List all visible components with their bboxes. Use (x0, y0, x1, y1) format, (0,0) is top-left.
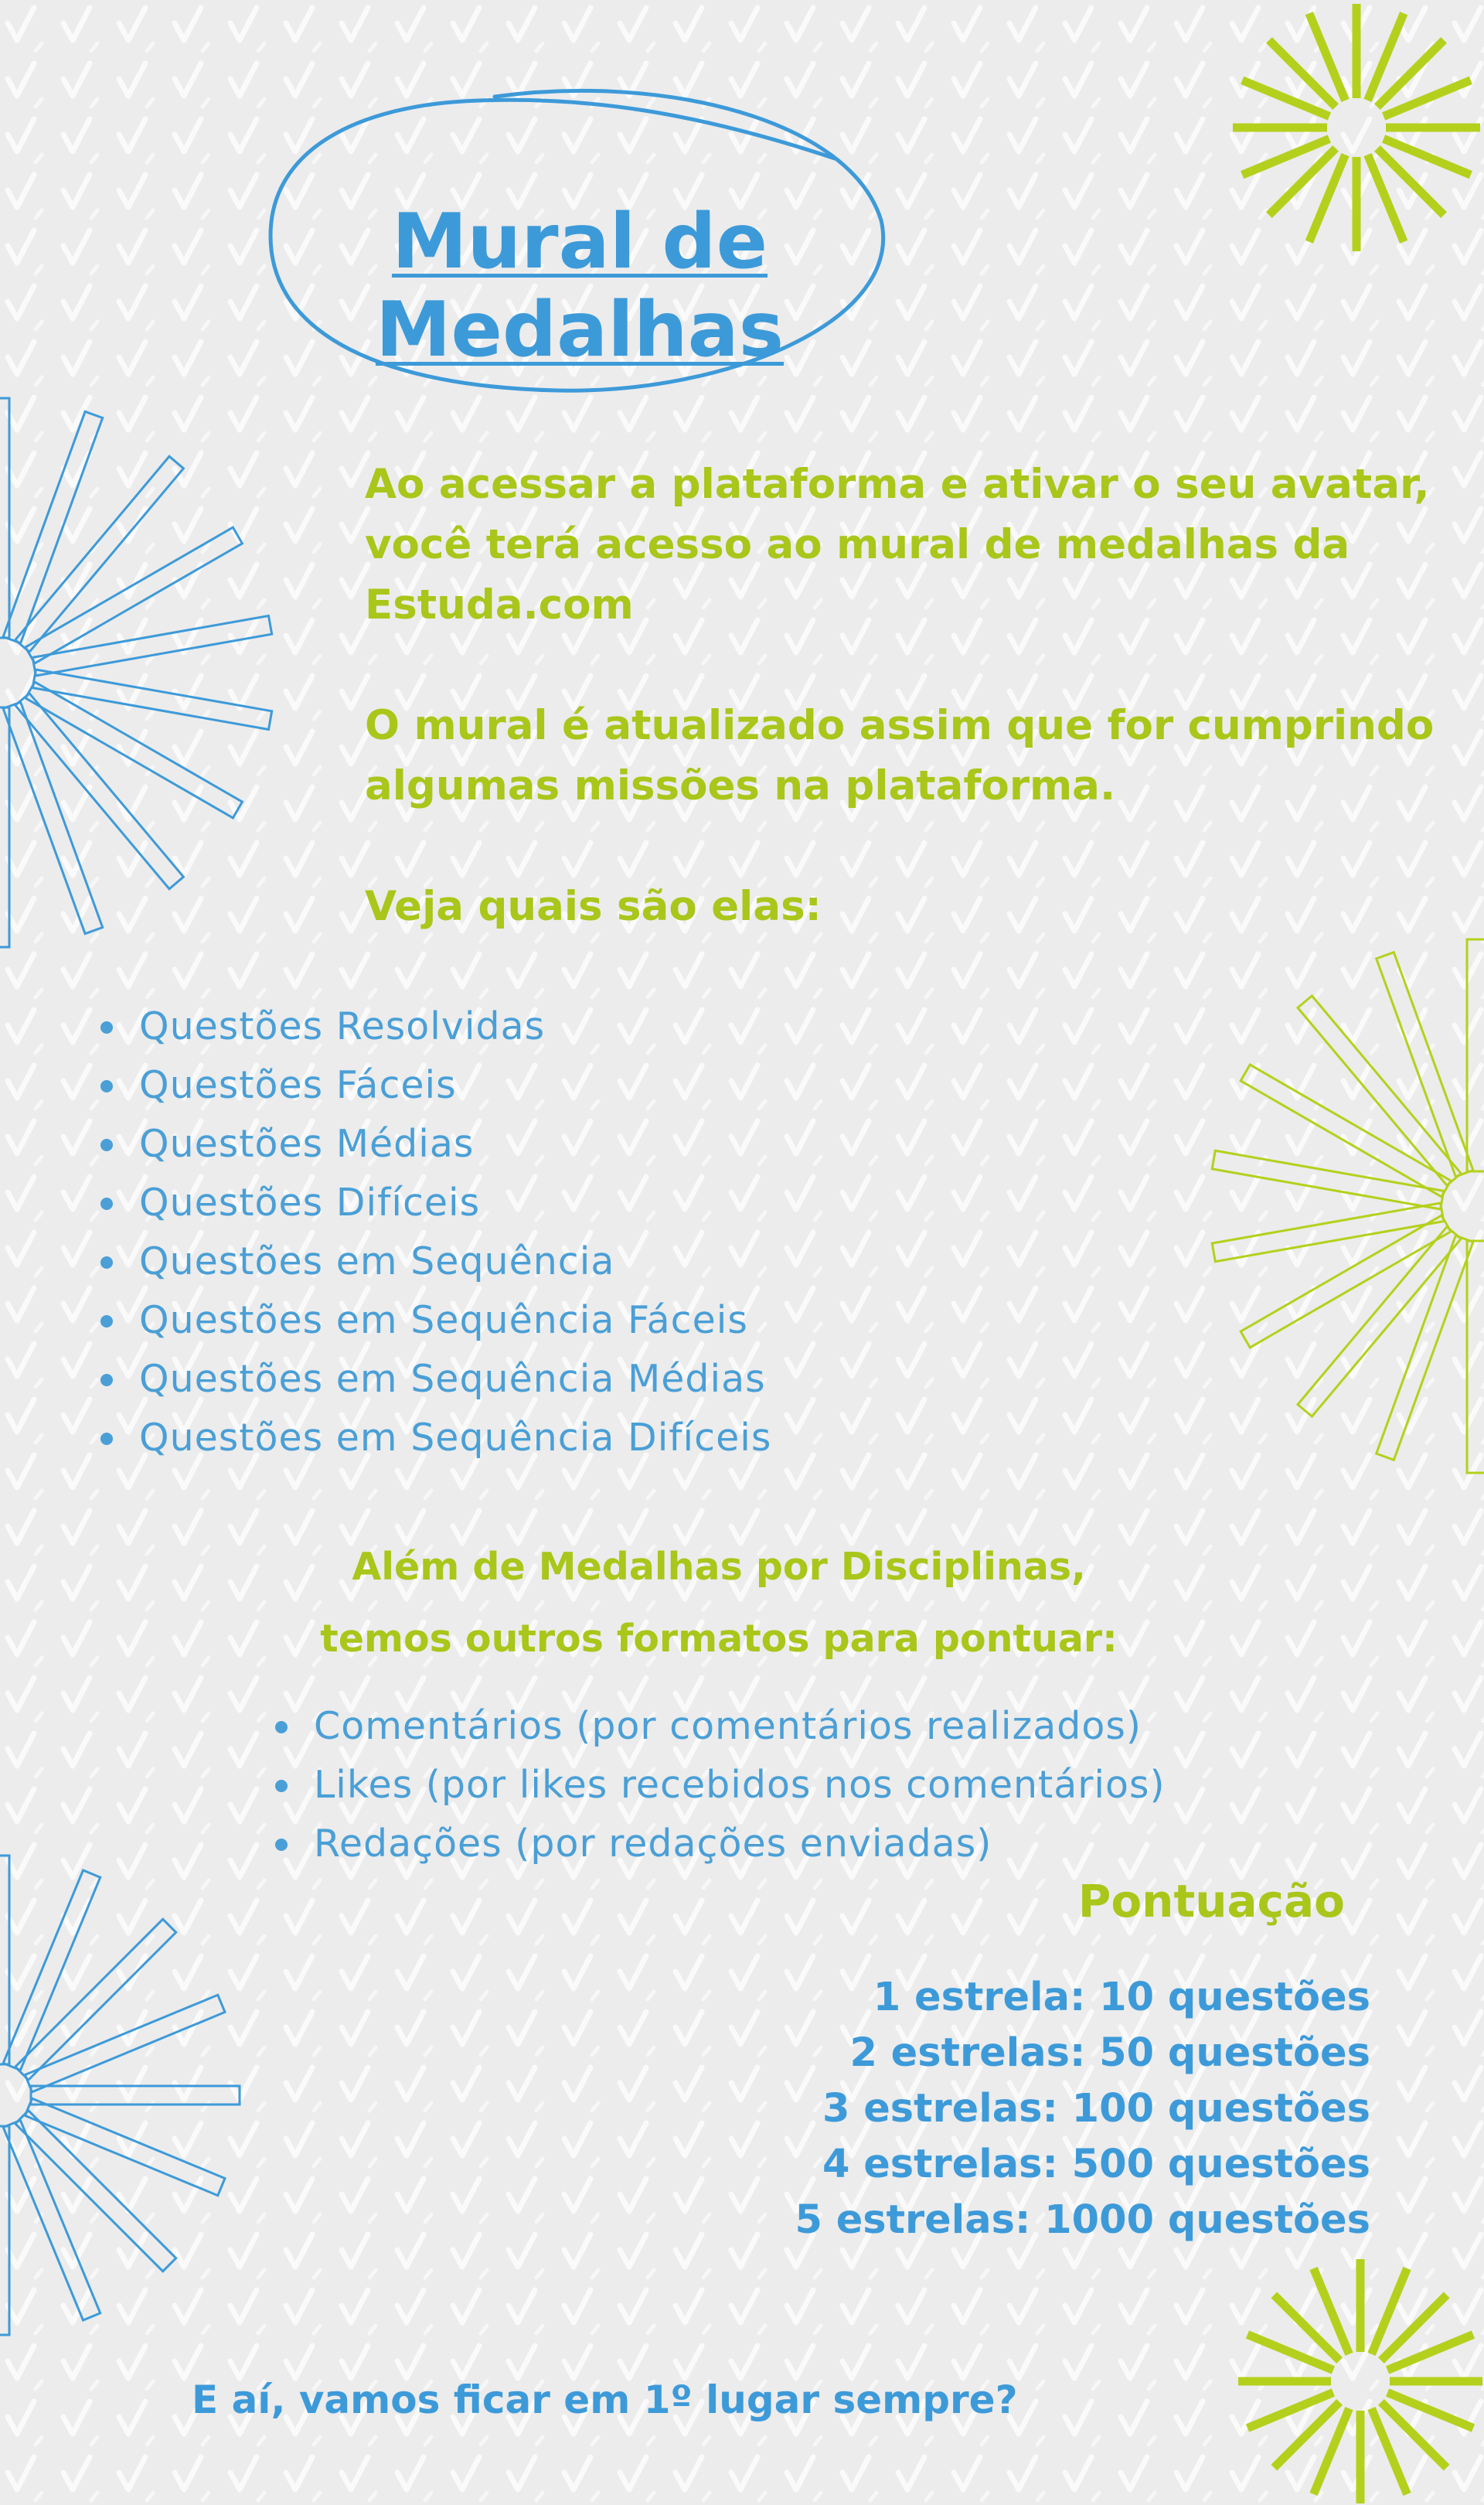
score-levels (597, 1970, 1370, 2248)
starburst-ray (1377, 1235, 1473, 1460)
title-line-2: Medalhas (375, 285, 785, 374)
score-level: 1 estrela: 10 questões (873, 1975, 1370, 2020)
starburst-ray (32, 670, 272, 730)
starburst-ray (31, 2086, 240, 2105)
title-line-1: Mural de (391, 197, 768, 286)
extra-formats-text (232, 1531, 1206, 1675)
starburst-ray (0, 398, 9, 638)
starburst-ray (1298, 996, 1461, 1185)
list-item: Questões em Sequência Médias (100, 1350, 1105, 1409)
starburst-ray (3, 2120, 100, 2320)
starburst-ray (1212, 1203, 1444, 1262)
starburst-ray (32, 616, 272, 677)
starburst-ray (15, 694, 184, 889)
title-block (263, 43, 897, 406)
starburst-ray (25, 2098, 225, 2196)
starburst-ray (26, 682, 242, 818)
starburst-ray (15, 1919, 176, 2080)
score-level: 3 estrelas: 100 questões (822, 2086, 1370, 2132)
starburst-ray (3, 1870, 100, 2070)
extra-line-2: temos outros formatos para pontuar: (320, 1617, 1118, 1661)
page-title (356, 198, 804, 374)
starburst-ray (0, 2126, 9, 2335)
green-starburst-icon (1229, 0, 1484, 255)
starburst-ray (25, 1995, 225, 2092)
score-heading: Pontuação (1077, 1875, 1345, 1927)
list-item: Questões Fáceis (100, 1056, 1105, 1115)
starburst-ray (1467, 1241, 1484, 1473)
green-starburst-outline-icon (1194, 928, 1484, 1484)
list-item: Redações (por redações enviadas) (275, 1815, 1357, 1873)
extra-line-1: Além de Medalhas por Disciplinas, (352, 1545, 1086, 1589)
starburst-ray (1241, 1215, 1451, 1348)
score-level: 2 estrelas: 50 questões (849, 2030, 1370, 2076)
starburst-ray (1298, 1227, 1461, 1416)
other-formats-list (275, 1697, 1357, 1873)
starburst-ray (15, 456, 184, 652)
list-item: Questões em Sequência (100, 1232, 1105, 1291)
intro-text (365, 455, 1447, 937)
starburst-ray (1467, 939, 1484, 1171)
starburst-ray (0, 707, 9, 947)
list-item: Likes (por likes recebidos nos comentários) (275, 1756, 1357, 1815)
blue-starburst-outline-icon (0, 1848, 255, 2343)
score-level: 4 estrelas: 500 questões (822, 2142, 1370, 2187)
starburst-ray (1212, 1150, 1444, 1209)
list-item: Questões Difíceis (100, 1174, 1105, 1232)
intro-paragraph-1: Ao acessar a plataforma e ativar o seu avatar, você terá acesso ao mural de medalhas da Estuda.com (365, 461, 1430, 629)
intro-paragraph-3: Veja quais são elas: (365, 883, 822, 930)
closing-question: E aí, vamos ficar em 1º lugar sempre? (192, 2377, 1018, 2422)
list-item: Comentários (por comentários realizados) (275, 1697, 1357, 1756)
starburst-ray (1377, 953, 1473, 1177)
list-item: Questões Resolvidas (100, 997, 1105, 1056)
green-starburst-icon (1237, 2258, 1484, 2505)
list-item: Questões em Sequência Difíceis (100, 1409, 1105, 1467)
list-item: Questões Médias (100, 1115, 1105, 1174)
starburst-ray (3, 411, 103, 643)
list-item: Questões em Sequência Fáceis (100, 1291, 1105, 1350)
intro-paragraph-2: O mural é atualizado assim que for cumprindo algumas missões na plataforma. (365, 702, 1435, 809)
starburst-ray (1241, 1065, 1451, 1197)
starburst-ray (15, 2111, 176, 2272)
missions-list (100, 997, 1105, 1467)
starburst-ray (3, 702, 103, 933)
score-level: 5 estrelas: 1000 questões (795, 2197, 1370, 2243)
blue-starburst-outline-icon (0, 387, 286, 959)
starburst-ray (0, 1856, 9, 2064)
starburst-ray (26, 527, 242, 663)
